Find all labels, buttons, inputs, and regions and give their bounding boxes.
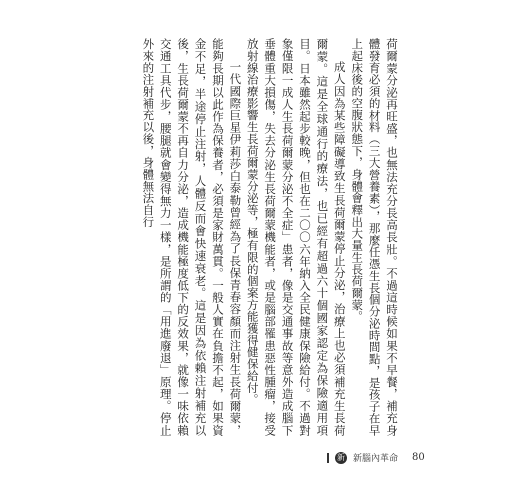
page-number: 80 [412,452,425,463]
paragraph-3: 一代國際巨星伊莉莎白泰勒曾經為了長保青春容顏而注射生長荷爾蒙，能夠長期以此作為保養者，必須是家財萬貫。一般人實在負擔不起，如果資金不足，半途停止注射，人體反而會快速衰老。這是因為依賴注射補充以後，生長荷爾蒙不再自力分泌，造成機能極度低下的反效果，就像一味依賴交通工具代步，腰腿就會變得無力一樣，是所謂的「用進廢退」原理。停止外來的注射補充以後，身體無法自行 [141,38,243,436]
running-title: 新腦內革命 [353,454,399,464]
footer-divider [327,453,329,463]
paragraph-2: 成人因為某些障礙導致生長荷爾蒙停止分泌，治療上也必須補充生長荷爾蒙。這是全球通行的療法，也已經有超過六十個國家認定為保險適用項目。日本雖然起步較晚，但也在二〇〇六年納入全民健康保險給付。不過對象僅限一成人生長荷爾蒙分泌不全症」患者，像是交通事故等意外造成腦下垂體重大損傷，失去分泌生長荷爾蒙機能者，或是腦部罹患惡性腫瘤，接受放射線治療影響生長荷爾蒙分泌等，極有限的個案方能獲得健保給付。 [245,38,347,436]
body-text [130,38,400,436]
page-footer [327,451,425,464]
paragraph-1: 荷爾蒙分泌再旺盛，也無法充分長高長壯。不過這時候如果不早餐，補充身體發育必須的材料（三大營養素），那麼任憑生長個分泌時間點，是孩子在早上起床後的空腹狀態下，身體會釋出大量生長荷爾蒙。 [350,38,399,436]
book-logo-icon: 新 [337,452,345,462]
